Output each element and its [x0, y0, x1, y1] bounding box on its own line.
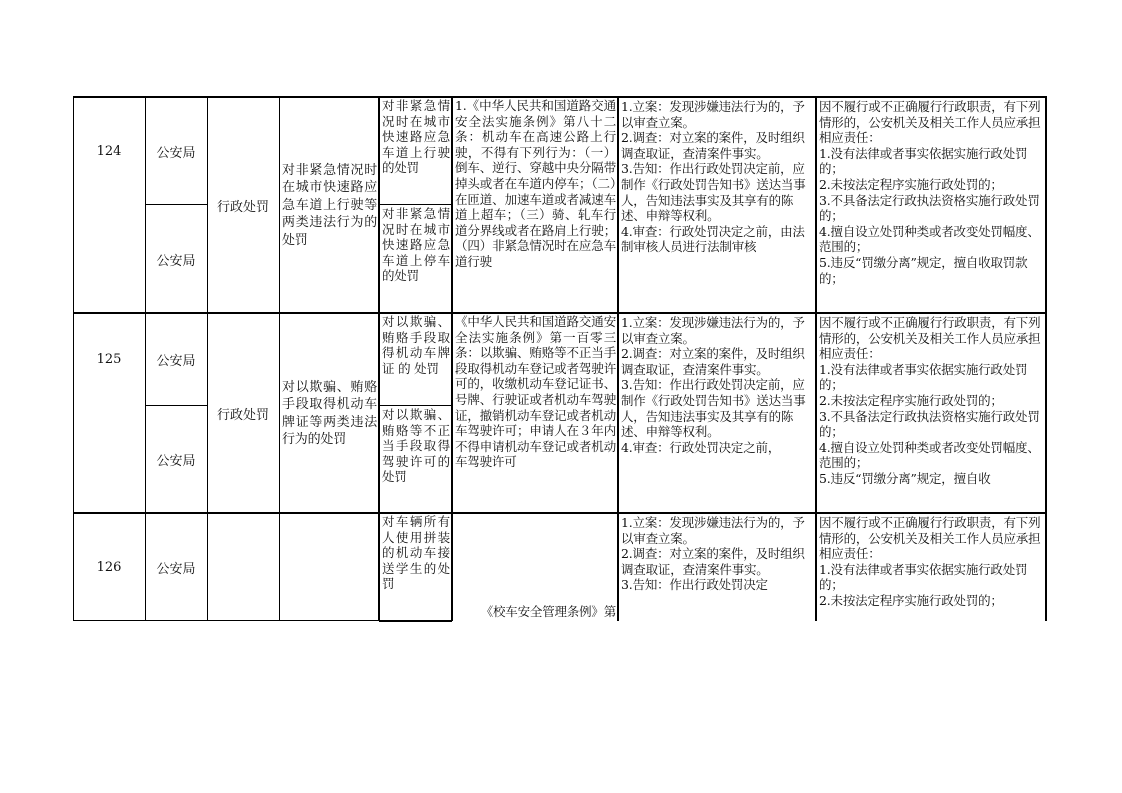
process-cell	[618, 313, 816, 513]
row-number: 124	[96, 143, 122, 159]
sub-item-cell: 对非紧急情况时在城市快速路应急车道上停车的处罚	[382, 206, 450, 284]
duty-cell	[816, 313, 1046, 513]
grid-line	[378, 96, 380, 621]
process-text: 1.立案：发现涉嫌违法行为的，予以审查立案。 2.调查：对立案的案件，及时组织调查取证，查清案件事实。 3.告知：作出行政处罚决定	[621, 515, 805, 593]
department-cell: 公安局	[156, 561, 196, 577]
row-number: 125	[96, 352, 122, 367]
grid-line	[379, 620, 452, 622]
item-name-text: 对以欺骗、贿赂手段取得机动车牌证等两类违法行为的处罚	[282, 379, 377, 447]
grid-line	[379, 204, 452, 205]
sub-item-cell: 对以欺骗、贿赂等不正当手段取得驾驶许可的处罚	[382, 407, 450, 485]
grid-line	[73, 312, 1047, 314]
process-text: 1.立案：发现涉嫌违法行为的，予以审查立案。 2.调查：对立案的案件，及时组织调查取证，查清案件事实。 3.告知：作出行政处罚决定前，应制作《行政处罚告知书》送达当事人，告知违法事实及其享有的陈述、申辩等权利。 4.审查：行政处罚决定之前，	[621, 315, 806, 455]
grid-line	[145, 405, 207, 406]
grid-line	[73, 512, 1047, 514]
grid-line	[379, 405, 452, 406]
process-cell	[618, 513, 816, 621]
process-text: 1.立案：发现涉嫌违法行为的，予以审查立案。 2.调查：对立案的案件，及时组织调查取证，查清案件事实。 3.告知：作出行政处罚决定前，应制作《行政处罚告知书》送达当事人，告知违法事实及其享有的陈述、申辩等权利。 4.审查：行政处罚决定之前，由法制审核人员进行法制审核	[621, 99, 806, 255]
legal-basis-cell: 1.《中华人民共和国道路交通安全法实施条例》第八十二条：机动车在高速公路上行驶，不得有下列行为：（一）倒车、逆行、穿越中央分隔带掉头或者在车道内停车；（二）在匝道、加速车道或者减速车道上超车；（三）骑、轧车行道分界线或者在路肩上行驶；（四）非紧急情况时在应急车道行驶	[455, 98, 616, 269]
item-name-text: 对非紧急情况时在城市快速路应急车道上行驶等两类违法行为的处罚	[282, 162, 377, 248]
sub-item-cell: 对车辆所有人使用拼装的机动车接送学生的处罚	[382, 514, 450, 592]
grid-line	[1045, 96, 1047, 621]
grid-line	[279, 96, 280, 621]
department-cell: 公安局	[156, 145, 196, 161]
grid-line	[73, 620, 379, 621]
duty-text: 因不履行或不正确履行行政职责，有下列情形的，公安机关及相关工作人员应承担相应责任： 1.没有法律或者事实依据实施行政处罚的； 2.未按法定程序实施行政处罚的； 3.不具备法定行政执法资格实施行政处罚的； 4.擅自设立处罚种类或者改变处罚幅度、范围的； 5.违反“罚缴分离”规定，擅自收	[819, 315, 1041, 486]
legal-basis-text: 《校车安全管理条例》第	[480, 604, 616, 620]
legal-basis-cell: 《中华人民共和国道路交通安全法实施条例》第一百零三条：以欺骗、贿赂等不正当手段取得机动车登记或者驾驶许可的，收缴机动车登记证书、号牌、行驶证或者机动车驾驶证，撤销机动车登记或者机动车驾驶许可；申请人在３年内不得申请机动车登记或者机动车驾驶许可	[455, 314, 616, 470]
grid-line	[73, 96, 1047, 98]
grid-line	[617, 96, 619, 621]
duty-cell	[816, 513, 1046, 621]
grid-line	[145, 96, 146, 621]
sub-item-cell: 对非紧急情况时在城市快速路应急车道上行驶的处罚	[382, 98, 450, 176]
item-name-cell	[279, 97, 379, 313]
duty-text: 因不履行或不正确履行行政职责，有下列情形的，公安机关及相关工作人员应承担相应责任： 1.没有法律或者事实依据实施行政处罚的； 2.未按法定程序实施行政处罚的； 3.不具备法定行政执法资格实施行政处罚的； 4.擅自设立处罚种类或者改变处罚幅度、范围的； 5.违反“罚缴分离”规定，擅自收取罚款的；	[819, 99, 1041, 286]
department-cell: 公安局	[156, 253, 196, 269]
duty-cell	[816, 97, 1046, 313]
category-cell: 行政处罚	[216, 407, 269, 423]
grid-line	[815, 96, 817, 621]
duty-text: 因不履行或不正确履行行政职责，有下列情形的，公安机关及相关工作人员应承担相应责任： 1.没有法律或者事实依据实施行政处罚的； 2.未按法定程序实施行政处罚的；	[819, 515, 1041, 608]
grid-line	[451, 96, 453, 621]
department-cell: 公安局	[156, 454, 196, 469]
category-cell: 行政处罚	[216, 199, 269, 215]
item-name-cell	[279, 313, 379, 513]
grid-line	[73, 96, 74, 621]
sub-item-cell: 对以欺骗、贿赂手段取得机动车牌证 的 处罚	[382, 314, 450, 376]
department-cell: 公安局	[156, 354, 196, 369]
grid-line	[145, 204, 207, 205]
row-number: 126	[96, 559, 122, 575]
grid-line	[207, 96, 208, 621]
process-cell	[618, 97, 816, 313]
legal-basis-cell	[452, 513, 618, 621]
